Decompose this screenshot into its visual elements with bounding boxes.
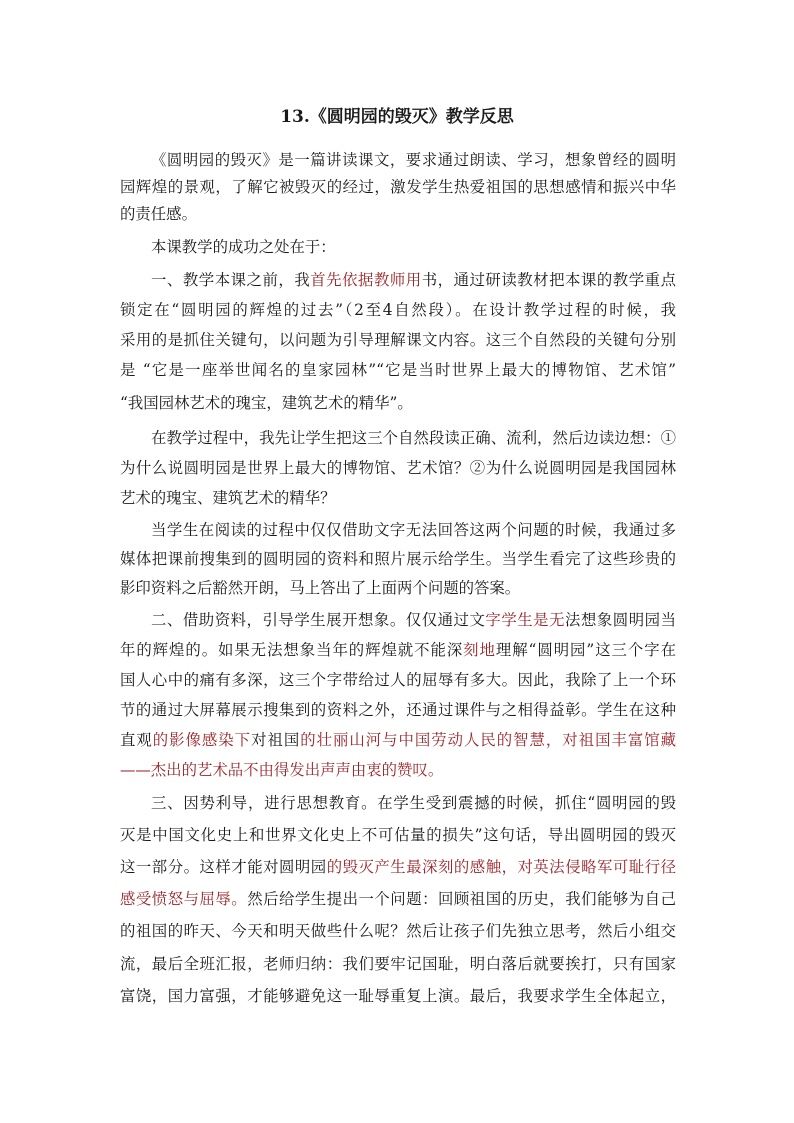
paragraph-line: 富饶，国力富强，才能够避免这一耻辱重复上演。最后，我要求学生全体起立， (120, 987, 676, 1005)
paragraph-line: 灭是中国文化史上和世界文化史上不可估量的损失”这句话，导出圆明园的毁灭 (120, 826, 676, 844)
paragraph-line: 当学生在阅读的过程中仅仅借助文字无法回答这两个问题的时候，我通过多 (151, 521, 676, 539)
paragraph-line: “我国园林艺术的瑰宝，建筑艺术的精华”。 (120, 394, 413, 412)
paragraph-line: 采用的是抓住关键句，以问题为引导理解课文内容。这三个自然段的关键句分别 (120, 331, 676, 349)
paragraph-line: 一、教学本课之前，我首先依据教师用书，通过研读教材把本课的教学重点 (151, 271, 676, 289)
paragraph-line: 《圆明园的毁灭》是一篇讲读课文，要求通过朗读、学习，想象曾经的圆明 (151, 151, 676, 169)
paragraph-line: 直观的影像感染下对祖国的壮丽山河与中国劳动人民的智慧，对祖国丰富馆藏 (120, 731, 676, 749)
paragraph-line: 三、因势利导，进行思想教育。在学生受到震撼的时候，抓住“圆明园的毁 (151, 794, 676, 812)
paragraph-line: 感受愤怒与屈辱。然后给学生提出一个问题：回顾祖国的历史，我们能够为自己 (120, 890, 676, 908)
paragraph-line: 流，最后全班汇报，老师归纳：我们要牢记国耻，明白落后就要挨打，只有国家 (120, 955, 676, 973)
paragraph-line: 本课教学的成功之处在于： (151, 238, 336, 256)
document-title: 13.《圆明园的毁灭》教学反思 (280, 107, 514, 127)
paragraph-line: 年的辉煌的。如果无法想象当年的辉煌就不能深刻地理解“圆明园”这三个字在 (120, 641, 676, 659)
paragraph-line: 的祖国的昨天、今天和明天做些什么呢？然后让孩子们先独立思考，然后小组交 (120, 922, 676, 940)
paragraph-line: 国人心中的痛有多深，这三个字带给过人的屈辱有多大。因此，我除了上一个环 (120, 671, 676, 689)
paragraph-line: ——杰出的艺术品不由得发出声声由衷的赞叹。 (120, 761, 444, 779)
paragraph-line: 艺术的瑰宝、建筑艺术的精华？ (120, 489, 336, 507)
paragraph-line: 园辉煌的景观，了解它被毁灭的经过，激发学生热爱祖国的思想感情和振兴中华 (120, 178, 676, 196)
paragraph-line: 在教学过程中，我先让学生把这三个自然段读正确、流利，然后边读边想：① (151, 429, 676, 447)
paragraph-line: 的责任感。 (120, 205, 197, 223)
paragraph-line: 影印资料之后豁然开朗，马上答出了上面两个问题的答案。 (120, 579, 521, 597)
paragraph-line: 是 “它是一座举世闻名的皇家园林”“它是当时世界上最大的博物馆、艺术馆” (120, 361, 676, 379)
paragraph-line: 锁定在“圆明园的辉煌的过去”（2至4自然段）。在设计教学过程的时候，我 (120, 301, 676, 319)
paragraph-line: 媒体把课前搜集到的圆明园的资料和照片展示给学生。当学生看完了这些珍贵的 (120, 550, 676, 568)
paragraph-line: 节的通过大屏幕展示搜集到的资料之外，还通过课件与之相得益彰。学生在这种 (120, 701, 676, 719)
paragraph-line: 这一部分。这样才能对圆明园的毁灭产生最深刻的感触，对英法侵略军可耻行径 (120, 858, 676, 876)
paragraph-line: 为什么说圆明园是世界上最大的博物馆、艺术馆？②为什么说圆明园是我国园林 (120, 459, 676, 477)
paragraph-line: 二、借助资料，引导学生展开想象。仅仅通过文字学生是无法想象圆明园当 (151, 611, 676, 629)
